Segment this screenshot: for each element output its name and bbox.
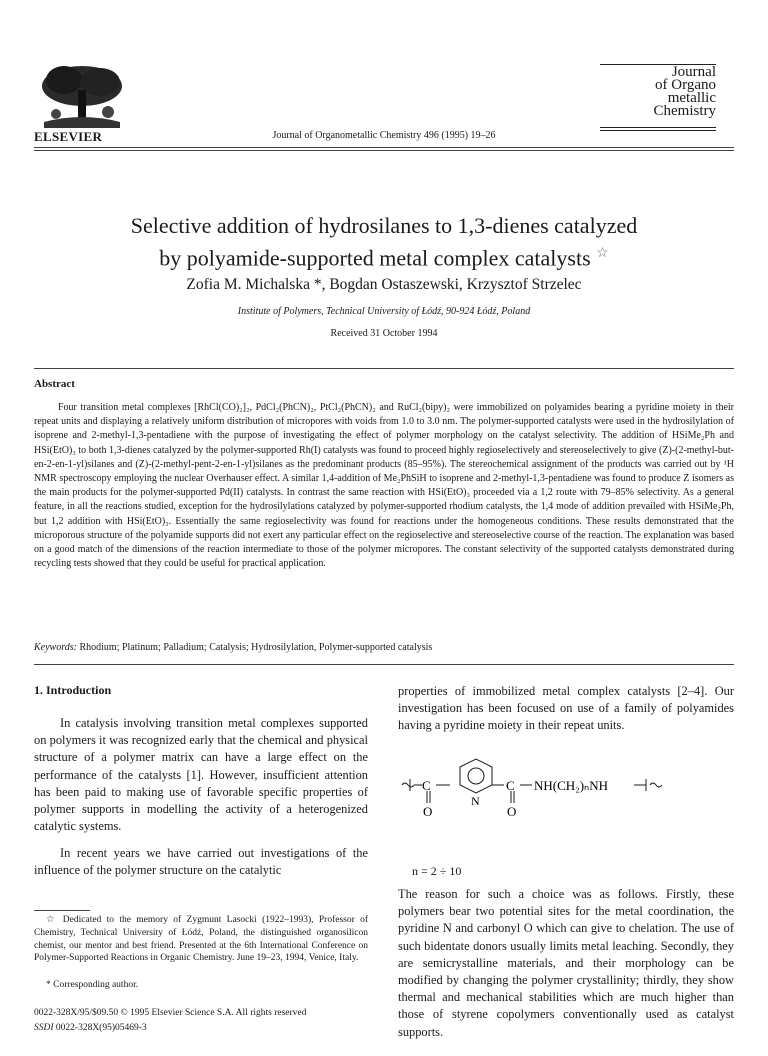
- wavy-bond-right: [650, 783, 662, 787]
- footnote-corresponding: * Corresponding author.: [46, 980, 139, 990]
- title-line: Selective addition of hydrosilanes to 1,3-dienes catalyzed: [130, 213, 638, 238]
- carbonyl-oxygen-right: O: [507, 804, 517, 819]
- carbonyl-oxygen-left: O: [423, 804, 433, 819]
- publisher-name: ELSEVIER: [34, 129, 103, 144]
- article-title: [0, 212, 768, 272]
- formula-n-range: n = 2 ÷ 10: [412, 864, 462, 878]
- abstract-body: Four transition metal complexes [RhCl(CO)₂]₂, PdCl₂(PhCN)₂, PtCl₂(PhCN)₂ and RuCl₂(bipy)₂ were immobilized on polyamides bearing a pyridine moiety in their repeat units and displaying a relatively uniform distribution of micropores with voids from 1.0 to 3.0 nm. The polymer-supported catalysts were used in the hydrosilylation of isoprene and 2-methyl-1,3-pentadiene with the purpose of investigating the effect of polymer morphology on the catalyst selectivity. The addition of HSiMe₂Ph and HSi(EtO)₃ to both 1,3-dienes catalyzed by the polymer-supported Rh(I) catalysts was found to proceed highly regioselectively and stereoselectively to give (Z)-(2-methyl-but-en-2-en-1-yl)silanes and (Z)-(2-methyl-pent-2-en-1-yl)silanes as the predominant products (85–95%). The stereochemical assignment of the products was carried out by ¹H NMR spectroscopy employing the nuclear Overhauser effect. A similar 1,4-addition of Me₂PhSiH to isoprene and 2-methyl-1,3-pentadiene was found to produce Z isomers as the main products for the polymer-supported Pd(II) catalysts. In contrast the same reaction with HSi(EtO)₃ proceeded via a 1,2 route with 79–85% selectivity. As a general feature, in all the reactions studied, exception for the hydrosilylations catalyzed by polymer-supported rhodium catalysts, the 1,4 mode of addition prevailed with HSiMe₂Ph, but 1,2 addition with HSi(EtO)₃. Essentially the same regioselectivity was found for reactions under the homogeneous conditions. These results demonstrated that the microporous structure of the polyamide supports did not exert any particular effect on the regioselective and stereoselective course of the reaction. The explanation was based on a good match of the dimensions of the reaction intermediate to those of the polymer micropores. The constant selectivity of the supported catalysts demonstrated during recycling tests showed that they could be useful for practical application.: [34, 402, 734, 570]
- intro-paragraph: In catalysis involving transition metal complexes supported on polymers it was recognized early that the chemical and physical structure of a polymer matrix can have a large effect on the performance of the catalysts [1]. However, insufficient attention has been paid to making use of favorable specific properties of polymer supports in modelling the activity of a heterogenized catalytic systems.: [34, 716, 368, 834]
- abstract-divider-bottom: [34, 664, 734, 665]
- intro-paragraph: The reason for such a choice was as follows. Firstly, these polymers bear two potential sites for the metal coordination, the pyridine N and carbonyl O which can give to chelation. The use of such bidentate donors usually limits metal leaching. Secondly, they are semicrystalline materials, and their morphology can be modified by changing the polymer crystallinity; thirdly, they show thermal and mechanical stabilities which are much higher than those of styrene copolymers conventionally used as catalyst supports.: [398, 887, 734, 1039]
- journal-logo-line: metallic: [667, 90, 716, 106]
- journal-logo-line: of Organo: [655, 77, 716, 93]
- ssdi-label: SSDI: [34, 1023, 54, 1033]
- journal-logo-line: Journal: [671, 64, 716, 80]
- pyridine-nitrogen: N: [471, 794, 480, 808]
- affiliation: Institute of Polymers, Technical University of Łódź, 90-924 Łódź, Poland: [237, 306, 531, 317]
- elsevier-tree-logo: [34, 62, 130, 128]
- authors: Zofia M. Michalska *, Bogdan Ostaszewski, Krzysztof Strzelec: [186, 276, 582, 293]
- header-divider: [34, 147, 734, 148]
- journal-logo: [608, 66, 716, 118]
- carbonyl-carbon-left: C: [422, 778, 431, 793]
- carbonyl-carbon-right: C: [506, 778, 515, 793]
- journal-logo-rule-bottom-2: [600, 130, 716, 131]
- copyright-line: 0022-328X/95/$09.50 © 1995 Elsevier Science S.A. All rights reserved: [34, 1008, 307, 1018]
- keywords-label: Keywords:: [34, 642, 77, 653]
- header-divider-2: [34, 150, 734, 151]
- polyamide-structure-formula: [400, 753, 730, 825]
- ssdi-value: 0022-328X(95)05469-3: [55, 1023, 147, 1033]
- keywords: [34, 642, 734, 653]
- wavy-bond-left: [402, 783, 414, 787]
- title-footnote-mark: ☆: [596, 246, 609, 261]
- abstract-heading: Abstract: [34, 378, 75, 390]
- pyridine-ring: [460, 759, 492, 793]
- formula-amine-chain: NH(CH₂)ₙNH: [534, 778, 608, 793]
- journal-citation: Journal of Organometallic Chemistry 496 (1995) 19–26: [272, 130, 496, 141]
- received-date: Received 31 October 1994: [330, 328, 438, 339]
- journal-logo-line: Chemistry: [653, 103, 716, 119]
- footnote-rule: [34, 910, 90, 911]
- journal-logo-rule-bottom: [600, 127, 716, 128]
- section-heading: 1. Introduction: [34, 683, 112, 697]
- keywords-list: Rhodium; Platinum; Palladium; Catalysis; Hydrosilylation, Polymer-supported catalysis: [79, 642, 433, 653]
- intro-paragraph: In recent years we have carried out investigations of the influence of the polymer structure on the catalytic: [34, 846, 368, 878]
- footnote-dedication: ☆ Dedicated to the memory of Zygmunt Lasocki (1922–1993), Professor of Chemistry, Technical University of Łódź, Poland, the distinguished organosilicon chemist, our mentor and best friend. Presented at the 6th International Conference on Polymer-Supported Reactions in Organic Chemistry. June 19–23, 1994, Venice, Italy.: [34, 915, 368, 964]
- title-line: by polyamide-supported metal complex catalysts: [159, 245, 591, 271]
- ssdi-line: [34, 1023, 147, 1033]
- intro-paragraph: properties of immobilized metal complex catalysts [2–4]. Our investigation has been focused on use of a family of polyamides having a pyridine moiety in their repeat units.: [398, 684, 734, 733]
- abstract-divider-top: [34, 368, 734, 369]
